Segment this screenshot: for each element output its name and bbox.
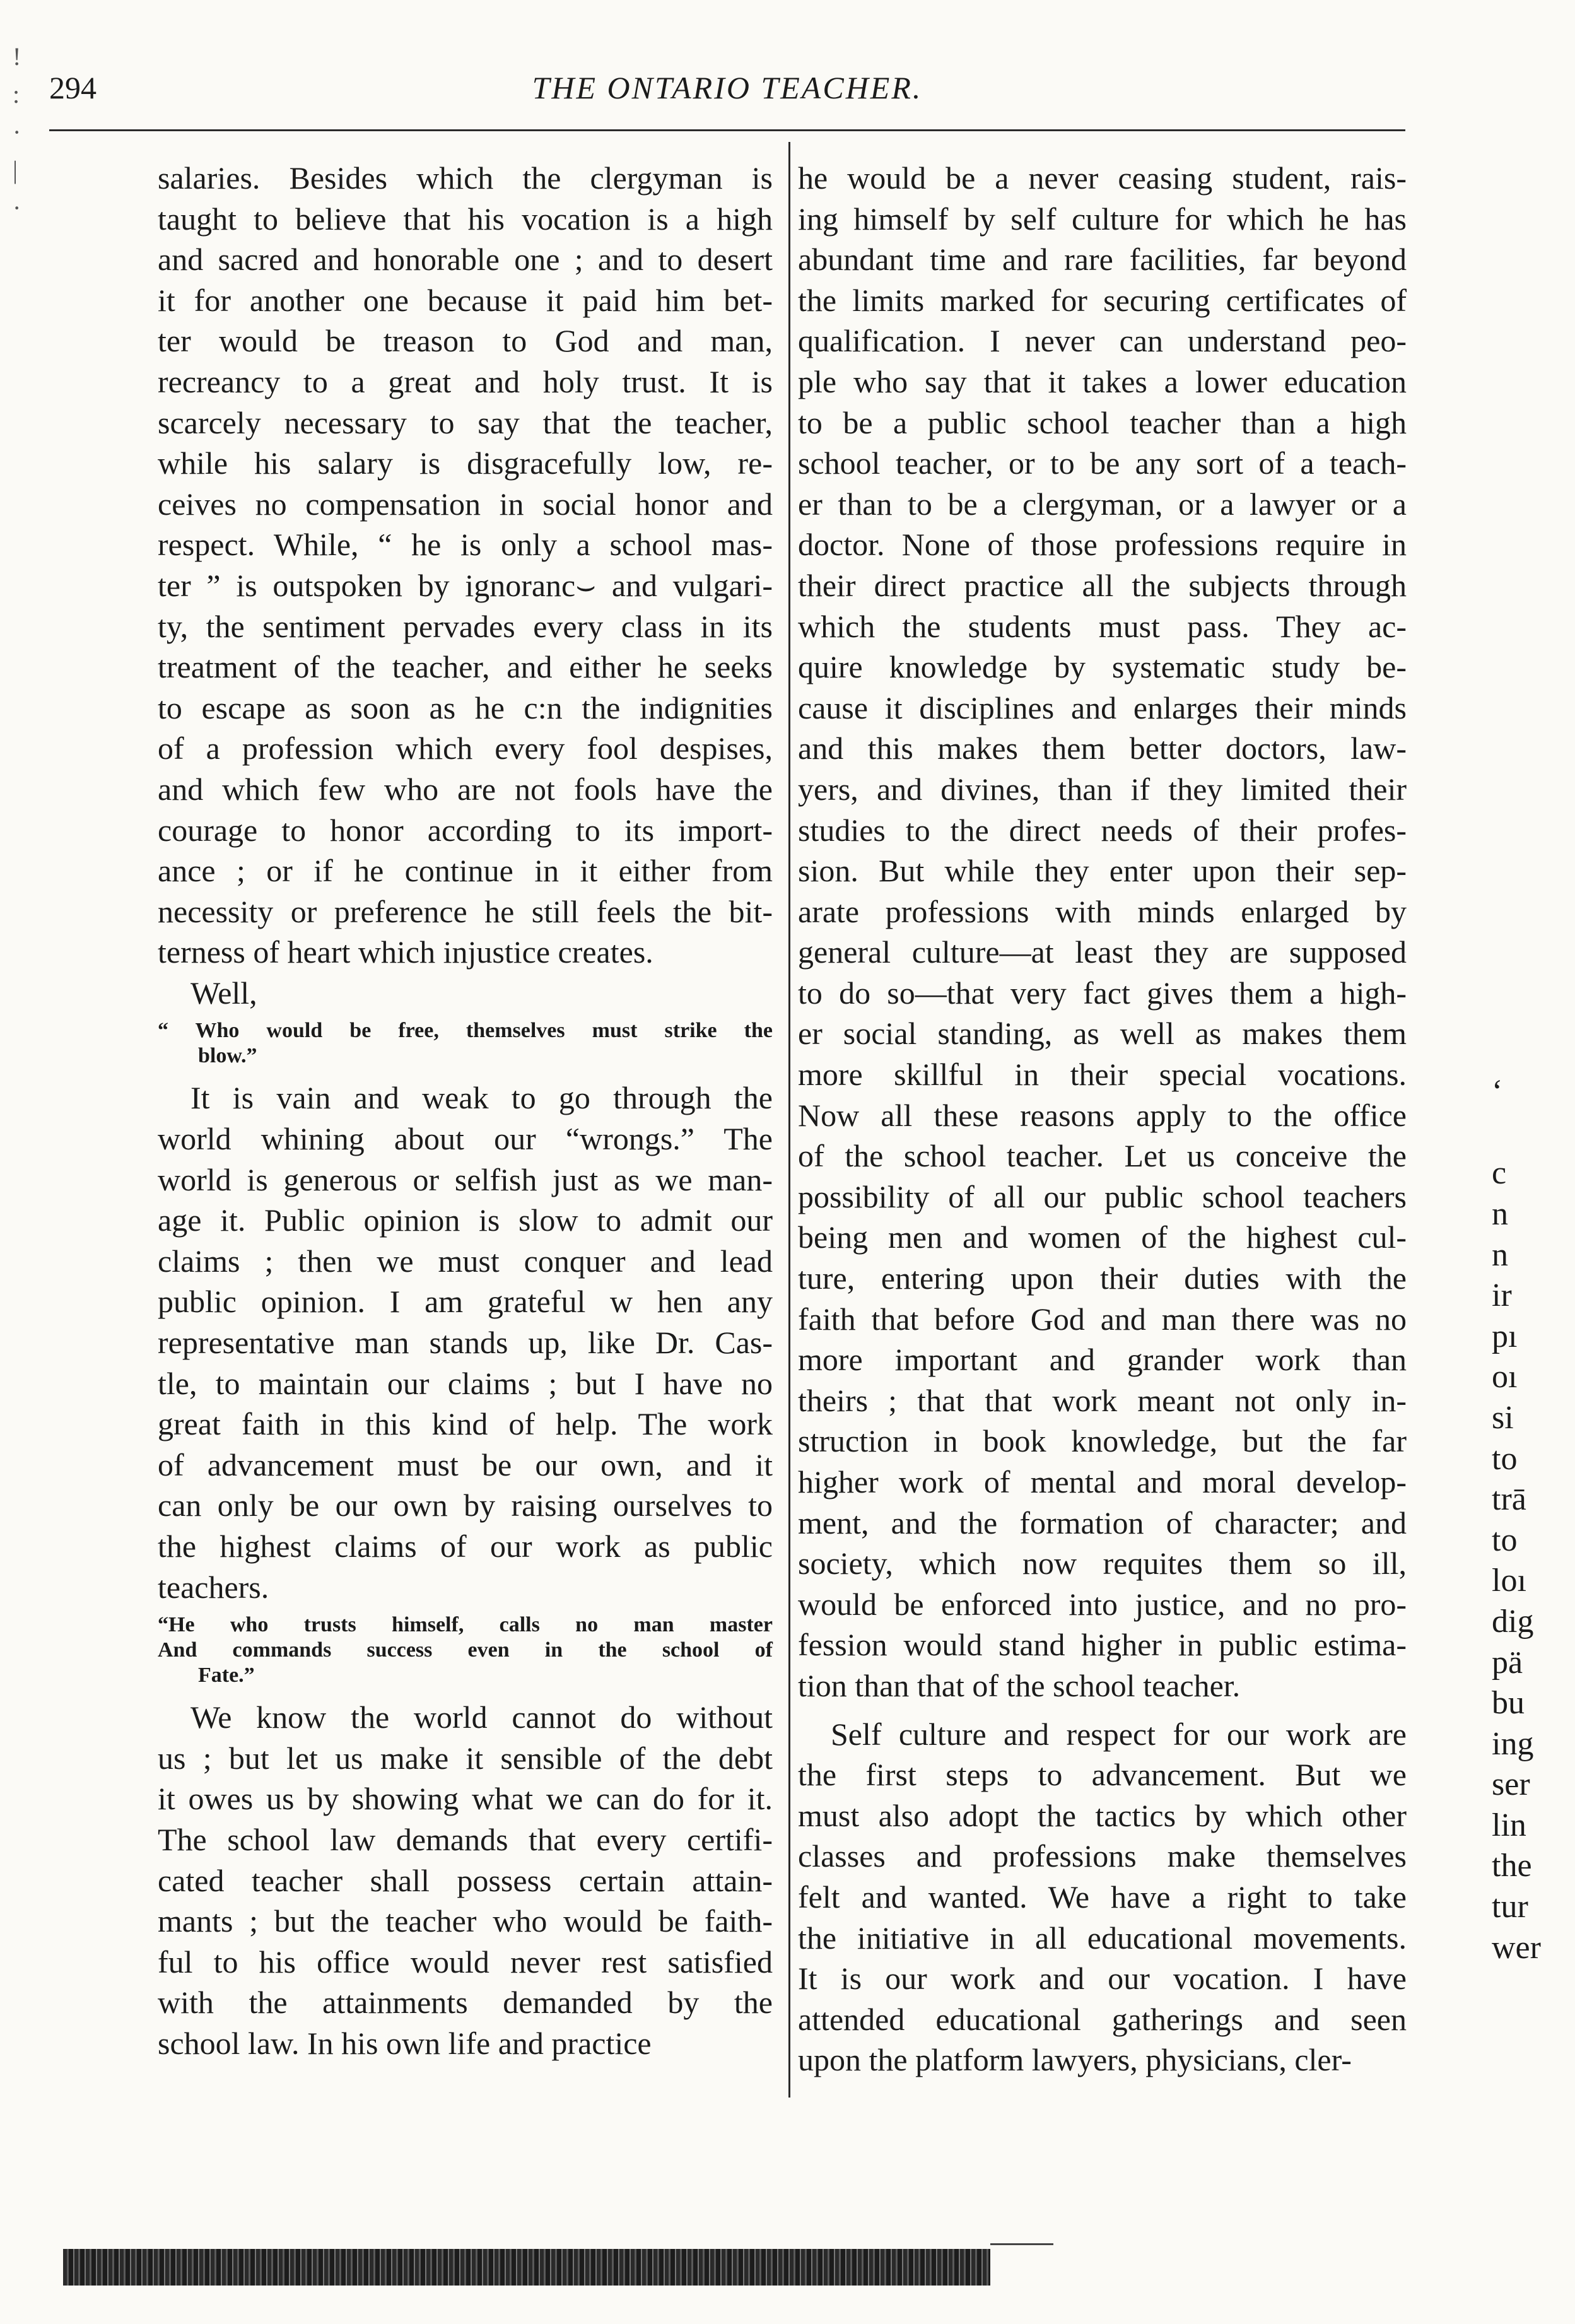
text-line: theirs ; that that work meant not only in- — [798, 1382, 1407, 1418]
edge-fragment: pı — [1492, 1318, 1518, 1354]
text-line: studies to the direct needs of their profes- — [798, 812, 1407, 848]
text-line: and sacred and honorable one ; and to desert — [158, 242, 773, 278]
text-line: it owes us by showing what we can do for it. — [158, 1781, 773, 1817]
text-line: ture, entering upon their duties with the — [798, 1260, 1407, 1296]
text-line: fession would stand higher in public estima- — [798, 1627, 1407, 1663]
edge-fragment: n — [1492, 1236, 1508, 1273]
text-line: claims ; then we must conquer and lead — [158, 1243, 773, 1279]
text-line: of a profession which every fool despises, — [158, 731, 773, 766]
text-line: scarcely necessary to say that the teacher, — [158, 404, 773, 440]
quote-line: Fate.” — [198, 1664, 255, 1687]
edge-fragment: trā — [1492, 1481, 1526, 1518]
text-line: representative man stands up, like Dr. Cas- — [158, 1325, 773, 1361]
text-line: school law. In his own life and practice — [158, 2025, 652, 2061]
text-line: the highest claims of our work as public — [158, 1529, 773, 1564]
quote-line: And commands success even in the school of — [158, 1638, 773, 1662]
paragraph-we-know-the-world — [158, 1697, 773, 2063]
text-line: and which few who are not fools have the — [158, 771, 773, 807]
text-line: respect. While, “ he is only a school mas- — [158, 527, 773, 563]
scan-bottom-bar — [63, 2249, 990, 2286]
edge-fragment: pä — [1492, 1644, 1523, 1681]
edge-fragment: lin — [1492, 1807, 1526, 1843]
quote-line: “He who trusts himself, calls no man master — [158, 1613, 773, 1637]
text-line: ful to his office would never rest satisfied — [158, 1944, 773, 1980]
edge-fragment: c — [1492, 1155, 1507, 1192]
edge-fragment — [1492, 990, 1575, 1031]
text-line: the first steps to advancement. But we — [798, 1757, 1407, 1793]
text-line: and this makes them better doctors, law- — [798, 731, 1407, 766]
text-line: ing himself by self culture for which he has — [798, 201, 1407, 237]
text-line: sion. But while they enter upon their sep- — [798, 853, 1407, 889]
text-line: ance ; or if he continue in it either from — [158, 853, 773, 889]
text-line: We know the world cannot do without — [190, 1699, 773, 1735]
text-line: ple who say that it takes a lower education — [798, 363, 1407, 399]
text-line: the initiative in all educational movements. — [798, 1920, 1407, 1956]
header-rule — [49, 129, 1405, 131]
text-line: er social standing, as well as makes them — [798, 1016, 1407, 1052]
text-line: it for another one because it paid him bet- — [158, 282, 773, 318]
text-line: attended educational gatherings and seen — [798, 2001, 1407, 2037]
edge-fragment: n — [1492, 1195, 1508, 1232]
text-line: ter ” is outspoken by ignoranc⌣ and vulgari- — [158, 567, 773, 603]
text-line: world whining about our “wrongs.” The — [158, 1121, 773, 1157]
text-line: ment, and the formation of character; and — [798, 1505, 1407, 1541]
text-line: salaries. Besides which the clergyman is — [158, 160, 773, 196]
text-line: abundant time and rare facilities, far beyond — [798, 242, 1407, 278]
text-line: er than to be a clergyman, or a lawyer or a — [798, 486, 1407, 522]
text-line: recreancy to a great and holy trust. It is — [158, 363, 773, 399]
edge-fragment: ing — [1492, 1725, 1534, 1762]
text-line: The school law demands that every certifi- — [158, 1821, 773, 1857]
text-line: can only be our own by raising ourselves to — [158, 1488, 773, 1523]
paragraph-salaries — [158, 158, 773, 973]
text-line: doctor. None of those professions require in — [798, 527, 1407, 563]
page-number: 294 — [49, 70, 97, 105]
text-line: public opinion. I am grateful w hen any — [158, 1284, 773, 1320]
scan-edge-marks: ! : · | · — [13, 42, 21, 222]
quote-he-who-trusts — [158, 1612, 773, 1688]
text-line: cated teacher shall possess certain attain- — [158, 1862, 773, 1898]
text-line: tle, to maintain our claims ; but I have no — [158, 1365, 773, 1401]
text-line: qualification. I never can understand peo- — [798, 323, 1407, 359]
edge-fragment: ser — [1492, 1766, 1530, 1803]
text-line: It is vain and weak to go through the — [190, 1080, 773, 1116]
text-line: arate professions with minds enlarged by — [798, 893, 1407, 929]
page-header — [49, 69, 1405, 120]
text-line: would be enforced into justice, and no pro- — [798, 1586, 1407, 1622]
text-line: ceives no compensation in social honor and — [158, 486, 773, 522]
edge-fragment: the — [1492, 1848, 1532, 1884]
text-line: world is generous or selfish just as we man- — [158, 1161, 773, 1197]
edge-fragment — [1492, 1113, 1575, 1154]
edge-fragment: tur — [1492, 1889, 1528, 1925]
text-line: while his salary is disgracefully low, re- — [158, 445, 773, 481]
text-line: higher work of mental and moral develop- — [798, 1464, 1407, 1499]
text-line: general culture—at least they are supposed — [798, 934, 1407, 970]
text-line: necessity or preference he still feels the bit- — [158, 893, 773, 929]
text-line: taught to believe that his vocation is a high — [158, 201, 773, 237]
text-line: struction in book knowledge, but the far — [798, 1423, 1407, 1459]
edge-fragment: loı — [1492, 1563, 1526, 1599]
adjacent-page-fragments — [1492, 990, 1575, 1968]
edge-fragment: si — [1492, 1399, 1514, 1436]
edge-fragment: ir — [1492, 1277, 1512, 1314]
text-line: Now all these reasons apply to the office — [798, 1097, 1407, 1133]
text-line: which the students must pass. They ac- — [798, 608, 1407, 644]
edge-fragment: wer — [1492, 1929, 1541, 1966]
left-column — [158, 158, 773, 2064]
text-line: courage to honor according to its import- — [158, 812, 773, 848]
edge-fragment — [1492, 1031, 1575, 1072]
text-line: upon the platform lawyers, physicians, cler- — [798, 2042, 1352, 2078]
text-line: age it. Public opinion is slow to admit our — [158, 1202, 773, 1238]
text-line: It is our work and our vocation. I have — [798, 1961, 1407, 1997]
edge-fragment: to — [1492, 1440, 1518, 1477]
edge-fragment: oı — [1492, 1359, 1518, 1395]
text-line: mants ; but the teacher who would be faith- — [158, 1903, 773, 1939]
text-line: great faith in this kind of help. The work — [158, 1406, 773, 1442]
text-line: felt and wanted. We have a right to take — [798, 1879, 1407, 1915]
text-line: the limits marked for securing certificates of — [798, 282, 1407, 318]
text-line: quire knowledge by systematic study be- — [798, 649, 1407, 685]
text-line: possibility of all our public school teachers — [798, 1178, 1407, 1214]
edge-fragment: bu — [1492, 1685, 1525, 1722]
text-line: to do so—that very fact gives them a high- — [798, 975, 1407, 1011]
text-line: ty, the sentiment pervades every class in its — [158, 608, 773, 644]
text-line: classes and professions make themselves — [798, 1838, 1407, 1874]
text-line: faith that before God and man there was no — [798, 1301, 1407, 1337]
text-line: yers, and divines, than if they limited their — [798, 771, 1407, 807]
text-line: more important and grander work than — [798, 1342, 1407, 1378]
paragraph-never-ceasing-student — [798, 158, 1407, 1706]
text-line: being men and women of the highest cul- — [798, 1219, 1407, 1255]
text-line: must also adopt the tactics by which other — [798, 1797, 1407, 1833]
text-line: society, which now requites them so ill, — [798, 1546, 1407, 1582]
quote-line: “ Who would be free, themselves must strike the — [158, 1019, 773, 1043]
text-line: to be a public school teacher than a high — [798, 404, 1407, 440]
edge-fragment: dig — [1492, 1603, 1534, 1640]
column-rule — [788, 142, 790, 2098]
scan-bottom-line — [990, 2243, 1053, 2245]
text-line: terness of heart which injustice creates. — [158, 934, 653, 970]
text-line: of advancement must be our own, and it — [158, 1447, 773, 1482]
text-line: more skillful in their special vocations. — [798, 1057, 1407, 1093]
text-line: cause it disciplines and enlarges their minds — [798, 690, 1407, 725]
text-line: with the attainments demanded by the — [158, 1985, 773, 2021]
text-line: us ; but let us make it sensible of the debt — [158, 1740, 773, 1776]
text-line: teachers. — [158, 1569, 269, 1605]
text-line: tion than that of the school teacher. — [798, 1667, 1241, 1703]
text-line: school teacher, or to be any sort of a teach- — [798, 445, 1407, 481]
paragraph-vain-and-weak — [158, 1077, 773, 1607]
text-line: treatment of the teacher, and either he seeks — [158, 649, 773, 685]
running-title: THE ONTARIO TEACHER. — [532, 70, 923, 105]
paragraph-self-culture — [798, 1714, 1407, 2080]
quote-line: blow.” — [198, 1044, 257, 1068]
text-line: Self culture and respect for our work are — [831, 1716, 1407, 1752]
well-line: Well, — [190, 975, 257, 1011]
text-line: of the school teacher. Let us conceive the — [798, 1138, 1407, 1174]
text-line: to escape as soon as he c:n the indignities — [158, 690, 773, 725]
text-line: their direct practice all the subjects through — [798, 567, 1407, 603]
quote-who-would-be-free — [158, 1018, 773, 1069]
edge-fragment: to — [1492, 1522, 1518, 1558]
right-column — [798, 158, 1407, 2080]
text-line: he would be a never ceasing student, rais- — [798, 160, 1407, 196]
text-line: ter would be treason to God and man, — [158, 323, 773, 359]
edge-fragment: ‘ — [1492, 1074, 1503, 1110]
